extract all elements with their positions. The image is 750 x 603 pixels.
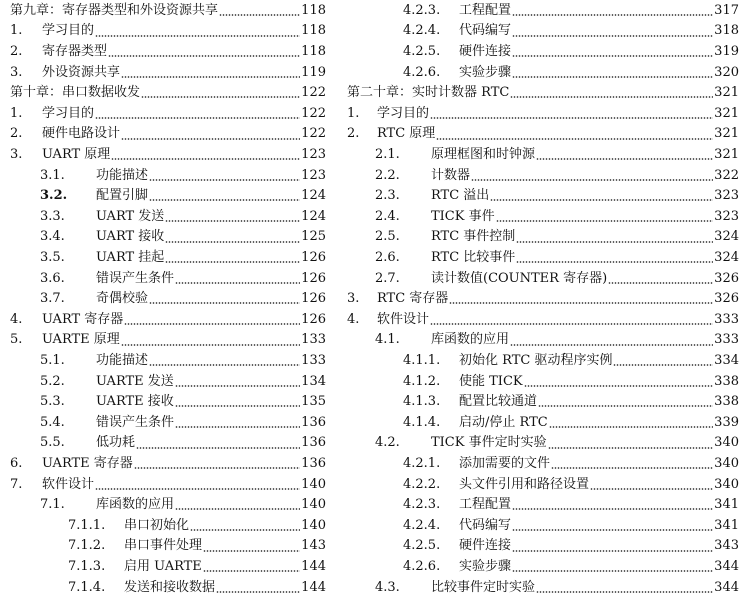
toc-entry-title: 寄存器类型 <box>42 43 108 59</box>
toc-dot-leader <box>149 199 300 201</box>
toc-entry[interactable] <box>347 227 739 248</box>
toc-dot-leader <box>175 426 300 428</box>
toc-dot-leader <box>111 158 300 160</box>
toc-entry-number: 3.1. <box>40 167 65 183</box>
toc-entry-title: 功能描述 <box>96 352 149 368</box>
toc-entry-title: 学习目的 <box>42 23 95 39</box>
toc-entry-number: 2. <box>347 126 360 142</box>
toc-entry[interactable] <box>10 186 326 207</box>
toc-entry-title: UART 发送 <box>96 208 165 224</box>
toc-entry-page: 143 <box>301 538 326 554</box>
toc-entry-page: 122 <box>301 105 326 121</box>
toc-entry-page: 136 <box>301 414 326 430</box>
toc-entry-number: 1. <box>10 105 23 121</box>
toc-entry-title: 串口初始化 <box>124 517 190 533</box>
toc-dot-leader <box>536 158 713 160</box>
toc-entry-page: 326 <box>714 291 739 307</box>
toc-entry[interactable] <box>10 413 326 434</box>
toc-dot-leader <box>95 117 300 119</box>
toc-entry-title: 硬件连接 <box>459 538 512 554</box>
toc-entry-number: 1. <box>10 23 23 39</box>
toc-entry-number: 4.1.2. <box>403 373 441 389</box>
toc-entry-number: 1. <box>347 105 360 121</box>
toc-entry-page: 140 <box>301 497 326 513</box>
toc-dot-leader <box>538 405 713 407</box>
toc-dot-leader <box>524 385 714 387</box>
toc-entry-page: 321 <box>714 126 739 142</box>
toc-entry-title: 软件设计 <box>377 311 430 327</box>
toc-dot-leader <box>175 508 300 510</box>
toc-entry-page: 118 <box>301 43 326 59</box>
toc-entry-number: 2.6. <box>375 249 400 265</box>
toc-entry-title: UARTE 原理 <box>42 332 120 348</box>
toc-entry-title: 代码编写 <box>459 517 512 533</box>
toc-dot-leader <box>549 426 713 428</box>
toc-dot-leader <box>121 344 300 346</box>
toc-entry-page: 135 <box>301 394 326 410</box>
toc-entry-page: 343 <box>714 538 739 554</box>
toc-entry-page: 320 <box>714 64 739 80</box>
toc-entry-number: 3.7. <box>40 291 65 307</box>
toc-entry[interactable] <box>347 433 739 454</box>
toc-entry-number: 7.1.3. <box>68 558 106 574</box>
toc-entry[interactable] <box>347 186 739 207</box>
toc-entry-page: 126 <box>301 311 326 327</box>
toc-entry-page: 323 <box>714 208 739 224</box>
toc-entry[interactable] <box>10 207 326 228</box>
toc-entry-number: 5.5. <box>40 435 65 451</box>
toc-entry[interactable] <box>347 248 739 269</box>
toc-entry[interactable] <box>10 104 326 125</box>
toc-entry[interactable] <box>347 474 739 495</box>
toc-entry-number: 5. <box>10 332 23 348</box>
toc-entry[interactable] <box>10 268 326 289</box>
toc-entry-number: 4.3. <box>375 579 400 595</box>
toc-dot-leader <box>175 282 300 284</box>
toc-entry-title: 外设资源共享 <box>42 64 121 80</box>
toc-entry-page: 340 <box>714 435 739 451</box>
toc-entry-number: 6. <box>10 455 23 471</box>
toc-entry-number: 4.1.1. <box>403 352 441 368</box>
toc-dot-leader <box>512 14 713 16</box>
toc-dot-leader <box>536 591 713 593</box>
toc-entry-title: 实验步骤 <box>459 64 512 80</box>
toc-entry[interactable] <box>10 392 326 413</box>
toc-entry-number: 4. <box>10 311 23 327</box>
toc-entry[interactable] <box>347 330 739 351</box>
toc-dot-leader <box>613 364 713 366</box>
toc-entry-number: 4.2.2. <box>403 476 441 492</box>
toc-entry-number: 5.2. <box>40 373 65 389</box>
toc-entry-page: 123 <box>301 146 326 162</box>
toc-entry-title: 启用 UARTE <box>124 558 202 574</box>
toc-entry-title: 硬件电路设计 <box>42 126 121 142</box>
toc-entry-number: 4.2.5. <box>403 538 441 554</box>
toc-dot-leader <box>516 241 713 243</box>
toc-dot-leader <box>124 323 300 325</box>
toc-entry[interactable] <box>10 42 326 63</box>
toc-entry-number: 5.3. <box>40 394 65 410</box>
toc-entry-number: 4.2.4. <box>403 517 441 533</box>
toc-entry[interactable] <box>347 21 739 42</box>
toc-entry-page: 323 <box>714 188 739 204</box>
toc-entry-number: 3. <box>347 291 360 307</box>
toc-dot-leader <box>108 55 300 57</box>
toc-entry-number: 2.1. <box>375 146 400 162</box>
toc-entry[interactable] <box>347 289 739 310</box>
toc-entry[interactable] <box>347 207 739 228</box>
toc-entry-title: 错误产生条件 <box>96 414 175 430</box>
toc-entry-title: UART 原理 <box>42 146 111 162</box>
toc-dot-leader <box>219 14 300 16</box>
toc-entry-title: RTC 寄存器 <box>377 291 449 307</box>
toc-entry-title: 第二十章：实时计数器 RTC <box>347 85 510 101</box>
toc-dot-leader <box>436 138 713 140</box>
toc-entry-title: UART 寄存器 <box>42 311 124 327</box>
toc-entry[interactable] <box>347 42 739 63</box>
toc-entry-title: TICK 事件 <box>431 208 495 224</box>
toc-entry-page: 144 <box>301 558 326 574</box>
toc-entry-title: RTC 溢出 <box>431 188 490 204</box>
toc-entry-title: RTC 原理 <box>377 126 436 142</box>
toc-dot-leader <box>149 179 300 181</box>
toc-entry-title: 学习目的 <box>42 105 95 121</box>
toc-entry-page: 118 <box>301 2 326 18</box>
toc-dot-leader <box>471 179 713 181</box>
toc-entry-number: 7.1.1. <box>68 517 106 533</box>
toc-dot-leader <box>548 447 714 449</box>
toc-entry-page: 125 <box>301 229 326 245</box>
toc-dot-leader <box>121 138 300 140</box>
toc-dot-leader <box>203 570 300 572</box>
toc-entry-title: 初始化 RTC 驱动程序实例 <box>459 352 613 368</box>
toc-entry[interactable] <box>10 474 326 495</box>
toc-entry-number: 2.4. <box>375 208 400 224</box>
toc-entry-title: RTC 事件控制 <box>431 229 516 245</box>
toc-entry-number: 2.2. <box>375 167 400 183</box>
toc-entry-title: 启动/停止 RTC <box>459 414 548 430</box>
toc-entry[interactable] <box>10 536 326 557</box>
toc-entry-page: 341 <box>714 517 739 533</box>
toc-entry[interactable] <box>10 577 326 598</box>
toc-entry-title: 比较事件定时实验 <box>431 579 536 595</box>
toc-entry-title: 第十章：串口数据收发 <box>10 85 141 101</box>
toc-entry[interactable] <box>347 536 739 557</box>
toc-entry-number: 3. <box>10 64 23 80</box>
toc-entry-page: 140 <box>301 476 326 492</box>
toc-entry-page: 340 <box>714 455 739 471</box>
toc-entry-number: 5.4. <box>40 414 65 430</box>
toc-entry[interactable] <box>347 165 739 186</box>
toc-entry-number: 7.1. <box>40 497 65 513</box>
toc-dot-leader <box>121 76 300 78</box>
toc-entry-page: 318 <box>714 23 739 39</box>
toc-entry-page: 144 <box>301 579 326 595</box>
toc-entry-page: 333 <box>714 332 739 348</box>
toc-entry[interactable] <box>347 310 739 331</box>
toc-entry-title: 计数器 <box>431 167 471 183</box>
toc-entry-page: 319 <box>714 43 739 59</box>
toc-entry-page: 338 <box>714 373 739 389</box>
toc-entry-title: UARTE 寄存器 <box>42 455 133 471</box>
toc-entry-page: 338 <box>714 394 739 410</box>
toc-entry-page: 334 <box>714 352 739 368</box>
toc-entry[interactable] <box>10 1 326 22</box>
toc-entry-page: 133 <box>301 352 326 368</box>
toc-entry[interactable] <box>347 495 739 516</box>
toc-entry-number: 4.1.3. <box>403 394 441 410</box>
toc-entry[interactable] <box>10 21 326 42</box>
toc-dot-leader <box>430 323 713 325</box>
toc-entry-title: 软件设计 <box>42 476 95 492</box>
toc-entry[interactable] <box>10 454 326 475</box>
toc-entry-number: 2.7. <box>375 270 400 286</box>
toc-entry[interactable] <box>347 268 739 289</box>
toc-entry-page: 123 <box>301 167 326 183</box>
toc-entry-title: 第九章：寄存器类型和外设资源共享 <box>10 2 219 18</box>
toc-entry-page: 124 <box>301 208 326 224</box>
toc-entry-page: 119 <box>301 64 326 80</box>
toc-entry[interactable] <box>347 516 739 537</box>
toc-entry-title: TICK 事件定时实验 <box>431 435 547 451</box>
toc-entry-page: 133 <box>301 332 326 348</box>
toc-entry-page: 122 <box>301 126 326 142</box>
toc-entry-number: 4.1.4. <box>403 414 441 430</box>
toc-entry-page: 322 <box>714 167 739 183</box>
toc-entry-number: 7.1.2. <box>68 538 106 554</box>
toc-entry[interactable] <box>10 371 326 392</box>
toc-dot-leader <box>203 550 300 552</box>
toc-entry-number: 4.2.6. <box>403 558 441 574</box>
toc-dot-leader <box>510 344 713 346</box>
toc-dot-leader <box>165 220 300 222</box>
toc-entry-title: 发送和接收数据 <box>124 579 216 595</box>
toc-entry-number: 2.3. <box>375 188 400 204</box>
toc-entry[interactable] <box>10 83 326 104</box>
toc-entry-title: 低功耗 <box>96 435 136 451</box>
toc-entry-page: 134 <box>301 373 326 389</box>
toc-entry[interactable] <box>10 124 326 145</box>
toc-dot-leader <box>512 76 713 78</box>
toc-entry-title: 工程配置 <box>459 497 512 513</box>
toc-entry-page: 321 <box>714 105 739 121</box>
toc-entry-page: 326 <box>714 270 739 286</box>
toc-entry-page: 140 <box>301 517 326 533</box>
toc-entry-number: 4.1. <box>375 332 400 348</box>
toc-entry-number: 4.2.1. <box>403 455 441 471</box>
toc-entry-page: 333 <box>714 311 739 327</box>
toc-entry-number: 4.2.5. <box>403 43 441 59</box>
toc-entry[interactable] <box>10 289 326 310</box>
toc-dot-leader <box>95 488 300 490</box>
toc-entry[interactable] <box>10 330 326 351</box>
toc-entry[interactable] <box>347 62 739 83</box>
toc-entry[interactable] <box>347 1 739 22</box>
toc-entry-title: 实验步骤 <box>459 558 512 574</box>
toc-entry-page: 341 <box>714 497 739 513</box>
toc-dot-leader <box>149 302 300 304</box>
toc-dot-leader <box>134 467 300 469</box>
toc-entry-number: 4.2.3. <box>403 497 441 513</box>
toc-dot-leader <box>512 529 713 531</box>
toc-entry[interactable] <box>347 413 739 434</box>
toc-entry-page: 324 <box>714 249 739 265</box>
toc-entry-number: 3. <box>10 146 23 162</box>
toc-entry-page: 317 <box>714 2 739 18</box>
toc-entry-page: 344 <box>714 558 739 574</box>
toc-dot-leader <box>496 220 714 222</box>
toc-entry-page: 321 <box>714 146 739 162</box>
toc-dot-leader <box>165 261 300 263</box>
toc-dot-leader <box>141 96 300 98</box>
toc-entry-page: 126 <box>301 249 326 265</box>
toc-entry-title: 奇偶校验 <box>96 291 149 307</box>
toc-entry[interactable] <box>10 145 326 166</box>
toc-entry[interactable] <box>10 227 326 248</box>
toc-dot-leader <box>512 550 713 552</box>
toc-entry-page: 122 <box>301 85 326 101</box>
toc-entry-number: 4.2.6. <box>403 64 441 80</box>
toc-entry-title: 代码编写 <box>459 23 512 39</box>
toc-dot-leader <box>430 117 713 119</box>
toc-entry-title: UART 挂起 <box>96 249 165 265</box>
toc-dot-leader <box>175 405 300 407</box>
toc-entry-title: 功能描述 <box>96 167 149 183</box>
toc-entry[interactable] <box>10 557 326 578</box>
toc-entry-number: 7. <box>10 476 23 492</box>
toc-entry-title: 使能 TICK <box>459 373 523 389</box>
toc-dot-leader <box>608 282 713 284</box>
toc-entry-number: 3.6. <box>40 270 65 286</box>
toc-entry-page: 321 <box>714 85 739 101</box>
toc-entry-number: 2. <box>10 126 23 142</box>
toc-dot-leader <box>512 570 713 572</box>
toc-entry-title: UARTE 发送 <box>96 373 174 389</box>
toc-entry-title: 读计数值(COUNTER 寄存器) <box>431 270 608 286</box>
toc-entry-page: 339 <box>714 414 739 430</box>
toc-dot-leader <box>551 467 713 469</box>
toc-dot-leader <box>449 302 713 304</box>
toc-entry-title: 配置比较通道 <box>459 394 538 410</box>
toc-entry-number: 2.5. <box>375 229 400 245</box>
toc-entry-title: 头文件引用和路径设置 <box>459 476 590 492</box>
toc-entry[interactable] <box>10 516 326 537</box>
toc-entry-number: 4. <box>347 311 360 327</box>
toc-entry[interactable] <box>347 454 739 475</box>
toc-entry-title: 串口事件处理 <box>124 538 203 554</box>
toc-entry[interactable] <box>10 248 326 269</box>
toc-entry-number: 3.4. <box>40 229 65 245</box>
toc-entry-number: 3.5. <box>40 249 65 265</box>
toc-entry-number: 4.2.3. <box>403 2 441 18</box>
toc-entry-title: 库函数的应用 <box>431 332 510 348</box>
toc-entry-title: RTC 比较事件 <box>431 249 516 265</box>
toc-entry-page: 344 <box>714 579 739 595</box>
toc-dot-leader <box>490 199 713 201</box>
toc-entry-page: 324 <box>714 229 739 245</box>
toc-dot-leader <box>175 385 300 387</box>
toc-entry[interactable] <box>347 83 739 104</box>
toc-dot-leader <box>512 55 713 57</box>
toc-entry-page: 340 <box>714 476 739 492</box>
toc-entry[interactable] <box>10 310 326 331</box>
toc-entry-title: UARTE 接收 <box>96 394 174 410</box>
toc-entry[interactable] <box>347 351 739 372</box>
toc-entry-page: 126 <box>301 291 326 307</box>
toc-dot-leader <box>149 364 300 366</box>
toc-dot-leader <box>136 447 300 449</box>
toc-entry-number: 3.2. <box>40 188 68 204</box>
toc-entry-title: 学习目的 <box>377 105 430 121</box>
toc-dot-leader <box>590 488 713 490</box>
toc-entry[interactable] <box>347 124 739 145</box>
toc-entry-page: 124 <box>301 188 326 204</box>
toc-entry[interactable] <box>347 371 739 392</box>
toc-entry-number: 2. <box>10 43 23 59</box>
toc-entry[interactable] <box>10 351 326 372</box>
toc-dot-leader <box>510 96 713 98</box>
toc-entry-number: 3.3. <box>40 208 65 224</box>
toc-entry-title: 库函数的应用 <box>96 497 175 513</box>
toc-entry-page: 126 <box>301 270 326 286</box>
toc-entry-title: 工程配置 <box>459 2 512 18</box>
toc-entry[interactable] <box>347 104 739 125</box>
toc-dot-leader <box>165 241 300 243</box>
toc-dot-leader <box>512 508 713 510</box>
toc-entry-title: 错误产生条件 <box>96 270 175 286</box>
toc-entry[interactable] <box>10 433 326 454</box>
toc-entry-title: 硬件连接 <box>459 43 512 59</box>
toc-dot-leader <box>190 529 300 531</box>
toc-dot-leader <box>95 35 300 37</box>
toc-entry[interactable] <box>10 165 326 186</box>
toc-entry-title: 原理框图和时钟源 <box>431 146 536 162</box>
toc-dot-leader <box>512 35 713 37</box>
toc-entry-number: 4.2.4. <box>403 23 441 39</box>
toc-entry-title: 配置引脚 <box>96 188 149 204</box>
toc-entry[interactable] <box>10 62 326 83</box>
toc-entry[interactable] <box>347 557 739 578</box>
toc-entry-title: UART 接收 <box>96 229 165 245</box>
toc-entry-number: 7.1.4. <box>68 579 106 595</box>
toc-entry-number: 5.1. <box>40 352 65 368</box>
toc-dot-leader <box>216 591 300 593</box>
toc-entry[interactable] <box>10 495 326 516</box>
toc-entry-title: 添加需要的文件 <box>459 455 551 471</box>
toc-entry-page: 136 <box>301 435 326 451</box>
toc-entry[interactable] <box>347 577 739 598</box>
toc-entry[interactable] <box>347 392 739 413</box>
toc-entry[interactable] <box>347 145 739 166</box>
toc-dot-leader <box>516 261 713 263</box>
toc-entry-page: 118 <box>301 23 326 39</box>
toc-entry-number: 4.2. <box>375 435 400 451</box>
toc-entry-page: 136 <box>301 455 326 471</box>
